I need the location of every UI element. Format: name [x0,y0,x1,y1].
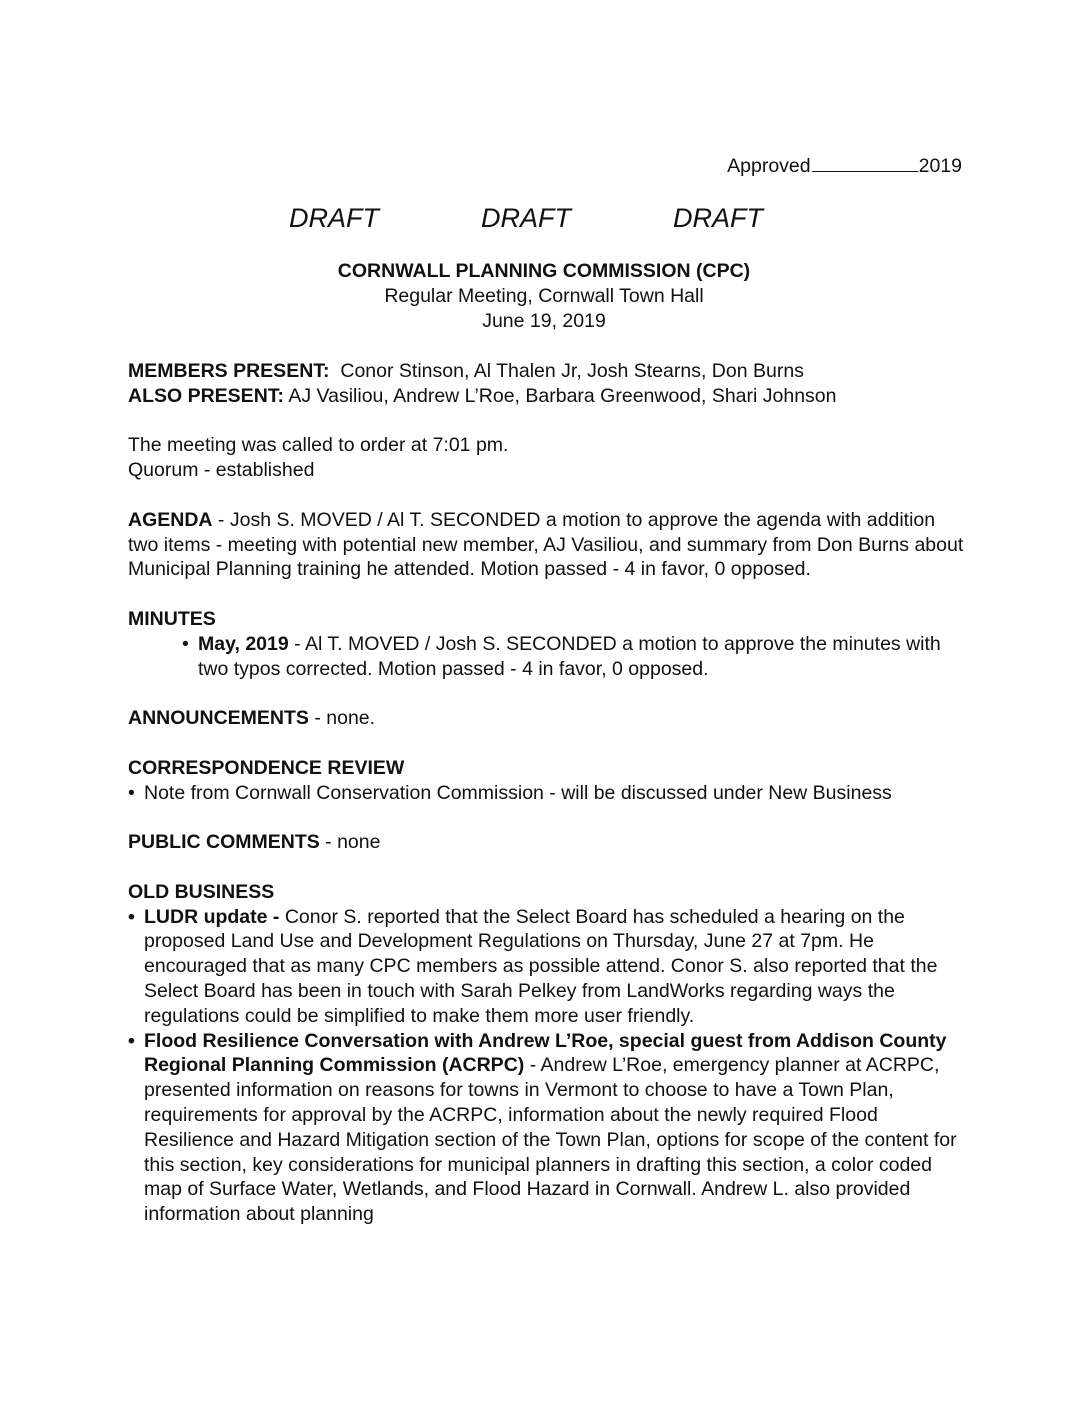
agenda-heading: AGENDA [128,508,213,531]
list-item [182,632,968,682]
meeting-subtitle: Regular Meeting, Cornwall Town Hall [384,284,704,307]
public-comments-heading: PUBLIC COMMENTS [128,831,320,854]
minutes-heading: MINUTES [128,607,216,630]
minutes-list [128,632,968,682]
public-comments-section [128,830,968,855]
approved-year: 2019 [918,155,962,177]
old-business-item-label: Flood Resilience Conversation with Andrew L’Roe, special guest from Addison County Regional Planning Commission (ACRPC) [144,1029,947,1077]
document-body [128,359,968,1227]
old-business-item-text: Conor S. reported that the Select Board has scheduled a hearing on the proposed Land Use and Development Regulations on Thursday, June 27 at 7pm. He encouraged that as many CPC members as possible attend. Conor S. also reported that the Select Board has been in touch with Sarah Pelkey from LandWorks regarding ways the regulations could be simplified to make them more user friendly. [144,905,938,1027]
announcements-section [128,706,968,731]
old-business-item-text: - Andrew L’Roe, emergency planner at ACRPC, presented information on reasons for towns in Vermont to choose to have a Town Plan, requirements for approval by the ACRPC, information about the newly required Flood Resilience and Hazard Mitigation section of the Town Plan, options for scope of the content for this section, key considerations for municipal planners in drafting this section, a color coded map of Surface Water, Wetlands, and Flood Hazard in Cornwall. Andrew L. also provided information about planning [144,1054,957,1226]
also-present-label: ALSO PRESENT: [128,384,285,407]
also-present [128,384,968,409]
quorum-status: Quorum - established [128,459,315,482]
draft-watermark-row [289,203,865,233]
list-item [128,1029,968,1227]
old-business-heading: OLD BUSINESS [128,880,275,903]
approval-date-blank [812,153,918,172]
approval-line [727,153,962,179]
minutes-item-label: May, 2019 [198,632,289,655]
members-present-names: Conor Stinson, Al Thalen Jr, Josh Stearns, Don Burns [340,360,804,382]
list-item [128,905,968,1029]
call-to-order: The meeting was called to order at 7:01 pm. [128,434,509,457]
document-title: CORNWALL PLANNING COMMISSION (CPC) [337,260,751,282]
agenda-section [128,508,968,582]
old-business-item-label: LUDR update - [144,905,285,928]
announcements-text: - none. [308,707,376,730]
approved-label: Approved [727,155,811,177]
members-present [128,359,968,384]
correspondence-list [128,781,968,806]
announcements-heading: ANNOUNCEMENTS [128,707,309,730]
old-business-list [128,905,968,1227]
correspondence-heading: CORRESPONDENCE REVIEW [128,756,405,779]
list-item: • Note from Cornwall Conservation Commission - will be discussed under New Business [128,781,968,806]
minutes-item-text: - Al T. MOVED / Josh S. SECONDED a motion to approve the minutes with two typos corrected. Motion passed - 4 in favor, 0 opposed. [198,632,941,680]
agenda-text: - Josh S. MOVED / Al T. SECONDED a motion to approve the agenda with addition two items - meeting with potential new member, AJ Vasiliou, and summary from Don Burns about Municipal Planning training he attended. Motion passed - 4 in favor, 0 opposed. [128,508,964,581]
meeting-date: June 19, 2019 [482,309,606,332]
also-present-names: AJ Vasiliou, Andrew L’Roe, Barbara Greenwood, Shari Johnson [288,384,837,407]
draft-label: DRAFT [481,203,571,233]
draft-label: DRAFT [673,203,763,233]
public-comments-text: - none [319,831,381,854]
document-header [0,259,1088,333]
draft-label: DRAFT [289,203,379,233]
members-present-label: MEMBERS PRESENT: [128,360,330,382]
